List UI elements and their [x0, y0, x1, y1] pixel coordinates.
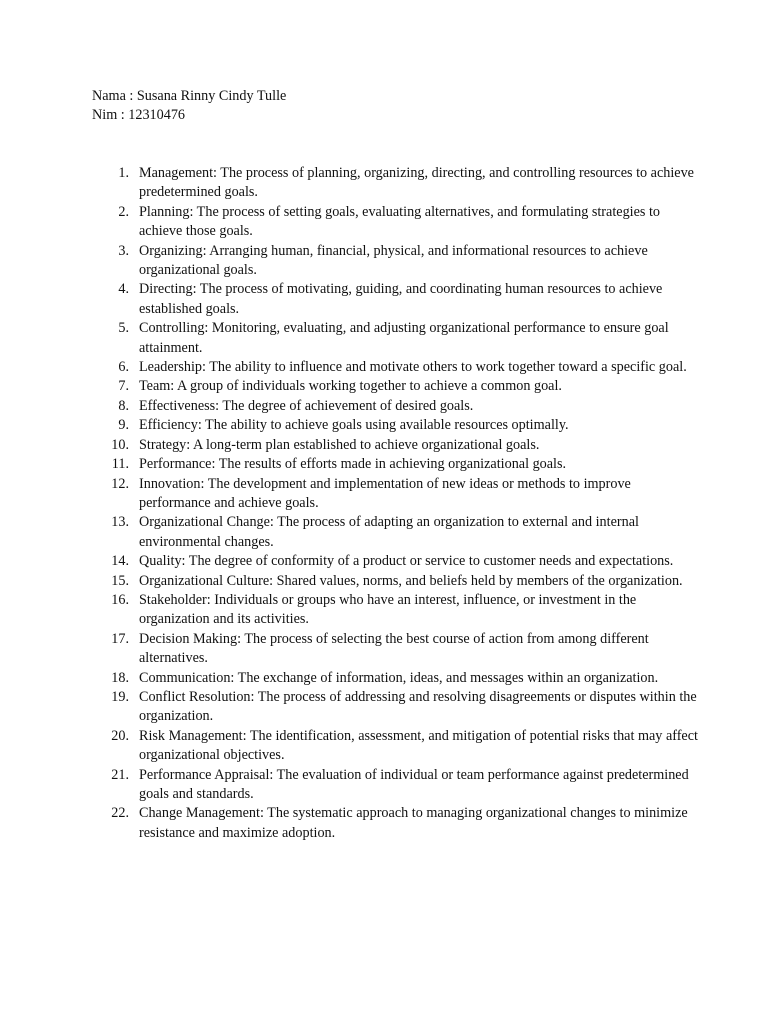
- term-number: 22.: [111, 805, 129, 822]
- term-number: 19.: [111, 688, 129, 705]
- term-item: [111, 436, 699, 455]
- term-item: [118, 319, 699, 358]
- term-item: [118, 397, 699, 416]
- term-definition: Strategy: A long-term plan established to achieve organizational goals.: [139, 436, 540, 453]
- term-number: 10.: [111, 436, 129, 453]
- term-number: 18.: [111, 669, 129, 686]
- term-item: [111, 572, 699, 591]
- term-definition: Team: A group of individuals working together to achieve a common goal.: [139, 378, 562, 395]
- term-definition: Change Management: The systematic approach to managing organizational changes to minimize resistance and maximize adoption.: [139, 805, 688, 841]
- term-number: 3.: [118, 242, 129, 259]
- term-item: [111, 727, 699, 766]
- term-item: [111, 630, 699, 669]
- term-definition: Innovation: The development and implementation of new ideas or methods to improve performance and achieve goals.: [139, 475, 631, 511]
- term-item: [111, 766, 699, 805]
- term-definition: Directing: The process of motivating, guiding, and coordinating human resources to achieve established goals.: [139, 281, 663, 317]
- term-definition: Conflict Resolution: The process of addressing and resolving disagreements or disputes within the organization.: [139, 688, 697, 725]
- term-definition: Performance Appraisal: The evaluation of individual or team performance against predetermined goals and standards.: [139, 766, 689, 802]
- term-item: [118, 416, 699, 435]
- term-item: [118, 203, 699, 242]
- term-item: [118, 242, 699, 281]
- term-number: 2.: [118, 203, 129, 220]
- term-definition: Effectiveness: The degree of achievement of desired goals.: [139, 397, 474, 414]
- term-number: 12.: [111, 475, 129, 492]
- term-number: 9.: [118, 417, 129, 434]
- term-number: 13.: [111, 514, 129, 531]
- term-item: [111, 669, 699, 688]
- term-definition: Leadership: The ability to influence and motivate others to work together toward a specific goal.: [139, 359, 687, 376]
- term-item: [118, 280, 699, 319]
- term-number: 11.: [111, 456, 129, 473]
- terms-list: [111, 164, 699, 843]
- term-definition: Stakeholder: Individuals or groups who have an interest, influence, or investment in the organization and its activities.: [139, 591, 637, 628]
- term-number: 1.: [118, 165, 129, 181]
- term-item: [111, 513, 699, 552]
- student-name: Nama : Susana Rinny Cindy Tulle: [92, 88, 287, 104]
- term-number: 17.: [111, 630, 129, 647]
- term-number: 5.: [118, 320, 129, 337]
- term-number: 6.: [118, 359, 129, 376]
- term-item: [111, 475, 699, 514]
- student-info: [92, 87, 286, 126]
- term-number: 7.: [118, 378, 129, 395]
- term-definition: Risk Management: The identification, assessment, and mitigation of potential risks that may affect organizational objectives.: [139, 727, 698, 764]
- term-definition: Performance: The results of efforts made in achieving organizational goals.: [139, 456, 567, 473]
- term-number: 16.: [111, 591, 129, 608]
- term-number: 8.: [118, 397, 129, 414]
- term-definition: Organizational Change: The process of adapting an organization to external and internal environmental changes.: [139, 514, 639, 550]
- term-definition: Communication: The exchange of information, ideas, and messages within an organization.: [139, 669, 659, 686]
- term-item: [118, 377, 699, 396]
- term-number: 20.: [111, 727, 129, 744]
- term-definition: Organizing: Arranging human, financial, physical, and informational resources to achieve organizational goals.: [139, 242, 648, 279]
- term-definition: Quality: The degree of conformity of a product or service to customer needs and expectations.: [139, 553, 674, 570]
- term-number: 15.: [111, 572, 129, 589]
- term-definition: Management: The process of planning, organizing, directing, and controlling resources to achieve predetermined goals.: [139, 165, 694, 201]
- term-definition: Efficiency: The ability to achieve goals using available resources optimally.: [139, 417, 569, 434]
- term-number: 4.: [118, 281, 129, 298]
- term-item: [111, 552, 699, 571]
- term-definition: Planning: The process of setting goals, evaluating alternatives, and formulating strategies to achieve those goals.: [139, 203, 661, 240]
- term-definition: Organizational Culture: Shared values, norms, and beliefs held by members of the organization.: [139, 572, 683, 589]
- term-definition: Decision Making: The process of selecting the best course of action from among different alternatives.: [139, 630, 649, 667]
- term-number: 14.: [111, 553, 129, 570]
- term-item: [111, 804, 699, 843]
- term-item: [111, 455, 699, 474]
- term-item: [118, 164, 699, 203]
- term-number: 21.: [111, 766, 129, 783]
- term-item: [118, 358, 699, 377]
- term-item: [111, 688, 699, 727]
- term-definition: Controlling: Monitoring, evaluating, and adjusting organizational performance to ensure goal attainment.: [139, 320, 669, 356]
- student-id: Nim : 12310476: [92, 107, 186, 124]
- term-item: [111, 591, 699, 630]
